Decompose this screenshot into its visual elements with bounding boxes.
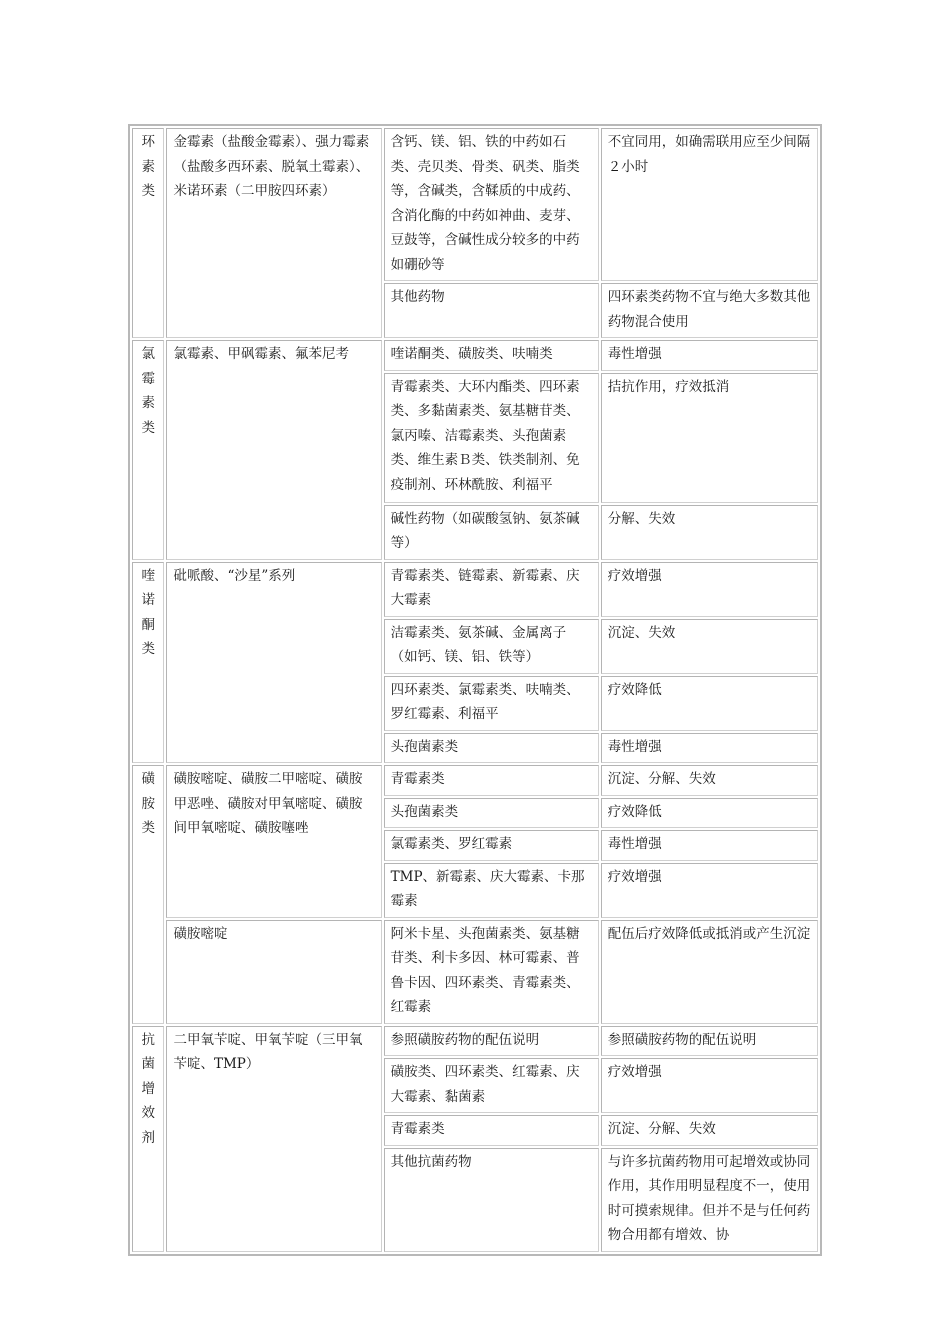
combination-cell: 青霉素类、链霉素、新霉素、庆大霉素 bbox=[384, 562, 599, 617]
category-cell: 磺 胺 类 bbox=[132, 765, 164, 1024]
drug-compatibility-table bbox=[128, 124, 822, 1256]
combination-cell: TMP、新霉素、庆大霉素、卡那霉素 bbox=[384, 863, 599, 918]
table-row bbox=[132, 1026, 818, 1057]
result-cell: 毒性增强 bbox=[601, 830, 818, 861]
result-cell bbox=[601, 1148, 818, 1252]
drug-names-cell: 金霉素（盐酸金霉素）、强力霉素（盐酸多西环素、脱氧土霉素）、米诺环素（二甲胺四环素） bbox=[166, 128, 381, 338]
drug-names-cell: 氯霉素、甲砜霉素、氟苯尼考 bbox=[166, 340, 381, 560]
document-page bbox=[128, 124, 822, 1256]
drug-names-cell: 二甲氧苄啶、甲氧苄啶（三甲氧苄啶、TMP） bbox=[166, 1026, 381, 1252]
drug-names-cell: 砒哌酸、“沙星”系列 bbox=[166, 562, 381, 764]
category-cell: 喹 诺 酮 类 bbox=[132, 562, 164, 764]
result-cell: 沉淀、失效 bbox=[601, 619, 818, 674]
result-cell: 配伍后疗效降低或抵消或产生沉淀 bbox=[601, 920, 818, 1024]
combination-cell: 含钙、镁、铝、铁的中药如石类、壳贝类、骨类、矾类、脂类等，含碱类，含鞣质的中成药、含消化酶的中药如神曲、麦芽、豆鼓等，含碱性成分较多的中药如硼砂等 bbox=[384, 128, 599, 281]
category-cell: 氯 霉 素 类 bbox=[132, 340, 164, 560]
combination-cell: 阿米卡星、头孢菌素类、氨基糖苷类、利卡多因、林可霉素、普鲁卡因、四环素类、青霉素类、红霉素 bbox=[384, 920, 599, 1024]
result-cell: 疗效增强 bbox=[601, 863, 818, 918]
combination-cell: 头孢菌素类 bbox=[384, 733, 599, 764]
combination-cell: 其他药物 bbox=[384, 283, 599, 338]
table-row bbox=[132, 128, 818, 281]
result-cell: 不宜同用，如确需联用应至少间隔２小时 bbox=[601, 128, 818, 281]
result-cell: 疗效降低 bbox=[601, 798, 818, 829]
combination-cell: 青霉素类、大环内酯类、四环素类、多黏菌素类、氨基糖苷类、氯丙嗪、洁霉素类、头孢菌素类、维生素Ｂ类、铁类制剂、免疫制剂、环林酰胺、利福平 bbox=[384, 373, 599, 503]
combination-cell: 青霉素类 bbox=[384, 1115, 599, 1146]
result-cell: 疗效增强 bbox=[601, 1058, 818, 1113]
result-cell: 沉淀、分解、失效 bbox=[601, 765, 818, 796]
result-cell: 拮抗作用，疗效抵消 bbox=[601, 373, 818, 503]
result-cell: 毒性增强 bbox=[601, 733, 818, 764]
combination-cell: 头孢菌素类 bbox=[384, 798, 599, 829]
result-cell: 毒性增强 bbox=[601, 340, 818, 371]
category-cell: 环 素 类 bbox=[132, 128, 164, 338]
combination-cell: 碱性药物（如碳酸氢钠、氨茶碱等） bbox=[384, 505, 599, 560]
combination-cell: 氯霉素类、罗红霉素 bbox=[384, 830, 599, 861]
table-row bbox=[132, 562, 818, 617]
table-row bbox=[132, 920, 818, 1024]
combination-cell: 青霉素类 bbox=[384, 765, 599, 796]
table-row bbox=[132, 340, 818, 371]
combination-cell: 其他抗菌药物 bbox=[384, 1148, 599, 1252]
category-cell: 抗 菌 增 效 剂 bbox=[132, 1026, 164, 1252]
result-cell: 分解、失效 bbox=[601, 505, 818, 560]
combination-cell: 参照磺胺药物的配伍说明 bbox=[384, 1026, 599, 1057]
table-row bbox=[132, 765, 818, 796]
result-cell: 沉淀、分解、失效 bbox=[601, 1115, 818, 1146]
result-cell: 疗效降低 bbox=[601, 676, 818, 731]
drug-names-cell: 磺胺嘧啶、磺胺二甲嘧啶、磺胺甲恶唑、磺胺对甲氧嘧啶、磺胺间甲氧嘧啶、磺胺噻唑 bbox=[166, 765, 381, 918]
result-cell: 四环素类药物不宜与绝大多数其他药物混合使用 bbox=[601, 283, 818, 338]
drug-names-cell: 磺胺嘧啶 bbox=[166, 920, 381, 1024]
result-cell: 参照磺胺药物的配伍说明 bbox=[601, 1026, 818, 1057]
result-cell: 疗效增强 bbox=[601, 562, 818, 617]
result-text: 与许多抗菌药物用可起增效或协同作用，其作用明显程度不一，使用时可摸索规律。但并不是与任何药物合用都有增效、协 bbox=[607, 1153, 811, 1243]
combination-cell: 洁霉素类、氨茶碱、金属离子（如钙、镁、铝、铁等） bbox=[384, 619, 599, 674]
combination-cell: 四环素类、氯霉素类、呋喃类、罗红霉素、利福平 bbox=[384, 676, 599, 731]
combination-cell: 喹诺酮类、磺胺类、呋喃类 bbox=[384, 340, 599, 371]
combination-cell: 磺胺类、四环素类、红霉素、庆大霉素、黏菌素 bbox=[384, 1058, 599, 1113]
